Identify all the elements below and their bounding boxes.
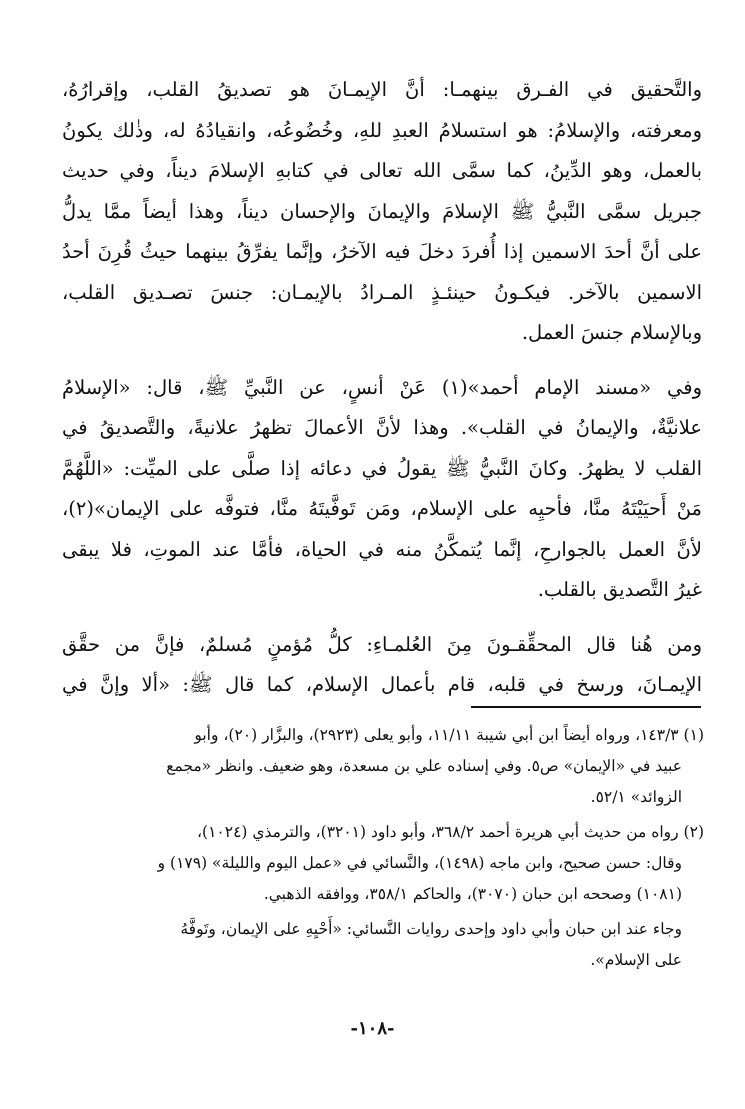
text-line: ومن هُنا قال المحقِّقـونَ مِنَ العُلمـاءِ: كلُّ مُؤمنٍ مُسلمٌ، فإنَّ من حقَّق <box>62 632 702 656</box>
text-line: لأنَّ العمل بالجوارحِ، إنَّما يُتمكَّنُ منه في الحياة، فأمَّا عند الموتِ، فلا يبقى <box>62 537 702 561</box>
text-line: على أنَّ أحدَ الاسمين إذا أُفردَ دخلَ فيه الآخرُ، وإنَّما يفرِّقُ بينهما حيثُ قُرِنَ أحدُ <box>62 240 702 263</box>
text-line: غيرُ التَّصديق بالقلب. <box>537 578 702 601</box>
page-number: -١٠٨- <box>350 1018 395 1039</box>
text-line: بالعمل، وهو الدِّينُ، كما سمَّى الله تعالى في كتابهِ الإسلامَ ديناً، وفي حديث <box>62 159 702 182</box>
footnote-divider <box>471 706 701 708</box>
text-line: مَنْ أَحيَيْتَهُ منَّا، فأحيِه على الإسلام، ومَن تَوفَّيتَهُ منَّا، فتوفَّه على الإيمان»(٢)، <box>62 497 702 520</box>
text-line: القلب لا يظهرُ. وكانَ النَّبيُّ ﷺ يقولُ في دعائه إذا صلَّى على الميِّت: «اللَّهُمَّ <box>62 456 702 480</box>
paragraph-2 <box>62 368 702 611</box>
footnote-line: وقال: حسن صحيح، وابن ماجه (١٤٩٨)، والنَّسائي في «عمل اليوم والليلة» (١٧٩) و <box>157 854 682 872</box>
footnote-line: على الإسلام». <box>590 951 682 969</box>
footnote-line: عبيد في «الإيمان» ص٥. وفي إسناده علي بن مسعدة، وهو ضعيف. وانظر «مجمع <box>166 757 682 775</box>
paragraph-3 <box>62 625 702 706</box>
text-line: الإيمـانَ، ورسخ في قلبه، قام بأعمال الإسلام، كما قال ﷺ: «ألا وإنَّ في <box>62 673 702 696</box>
footnote-1 <box>44 720 704 813</box>
text-line: الاسمين بالآخر. فيكـونُ حينئـذٍ المـرادُ بالإيمـان: جنسَ تصـديق القلب، <box>62 280 702 304</box>
text-line: علانيَّةٌ، والإيمانُ في القلب». وهذا لأنَّ الأعمالَ تظهرُ علانيةً، والتَّصديقُ في <box>62 416 702 439</box>
text-line: وفي «مسند الإمام أحمد»(١) عَنْ أنسٍ، عن النَّبيِّ ﷺ، قال: «الإسلامُ <box>62 375 703 399</box>
paragraph-1 <box>62 70 702 354</box>
footnote-line: وجاء عند ابن حبان وأبي داود وإحدى روايات النَّسائي: «أَحْيِهِ على الإيمان، وتَوفَّهُ <box>180 920 682 938</box>
text-line: ومعرفته، والإسلامُ: هو استسلامُ العبدِ للهِ، وخُضُوعُه، وانقيادُهُ له، وذٰلك يكونُ <box>62 118 702 142</box>
text-line: والتَّحقيق في الفـرق بينهمـا: أنَّ الإيمـانَ هو تصديقُ القلب، وإقرارُهُ، <box>62 78 702 101</box>
footnote-2 <box>44 817 704 910</box>
footnote-2-continued <box>44 914 704 976</box>
text-line: جبريل سمَّى النَّبيُّ ﷺ الإسلامَ والإيمانَ والإحسان ديناً، وهذا أيضاً ممَّا يدلُّ <box>62 199 702 223</box>
footnote-line: الزوائد» ٥٢/١. <box>590 788 682 806</box>
footnote-line: (١) ١٤٣/٣، ورواه أيضاً ابن أبي شيبة ١١/١١، وأبو يعلى (٢٩٢٣)، والبزَّار (٢٠)، وأبو <box>194 726 704 744</box>
text-line: وبالإسلام جنسَ العمل. <box>521 321 702 344</box>
main-text <box>62 70 702 720</box>
footnote-line: (١٠٨١) وصححه ابن حبان (٣٠٧٠)، والحاكم ٣٥٨/١، ووافقه الذهبي. <box>263 885 682 903</box>
footnote-line: (٢) رواه من حديث أبي هريرة أحمد ٣٦٨/٢، وأبو داود (٣٢٠١)، والترمذي (١٠٢٤)، <box>197 823 704 841</box>
footnotes <box>44 720 704 980</box>
